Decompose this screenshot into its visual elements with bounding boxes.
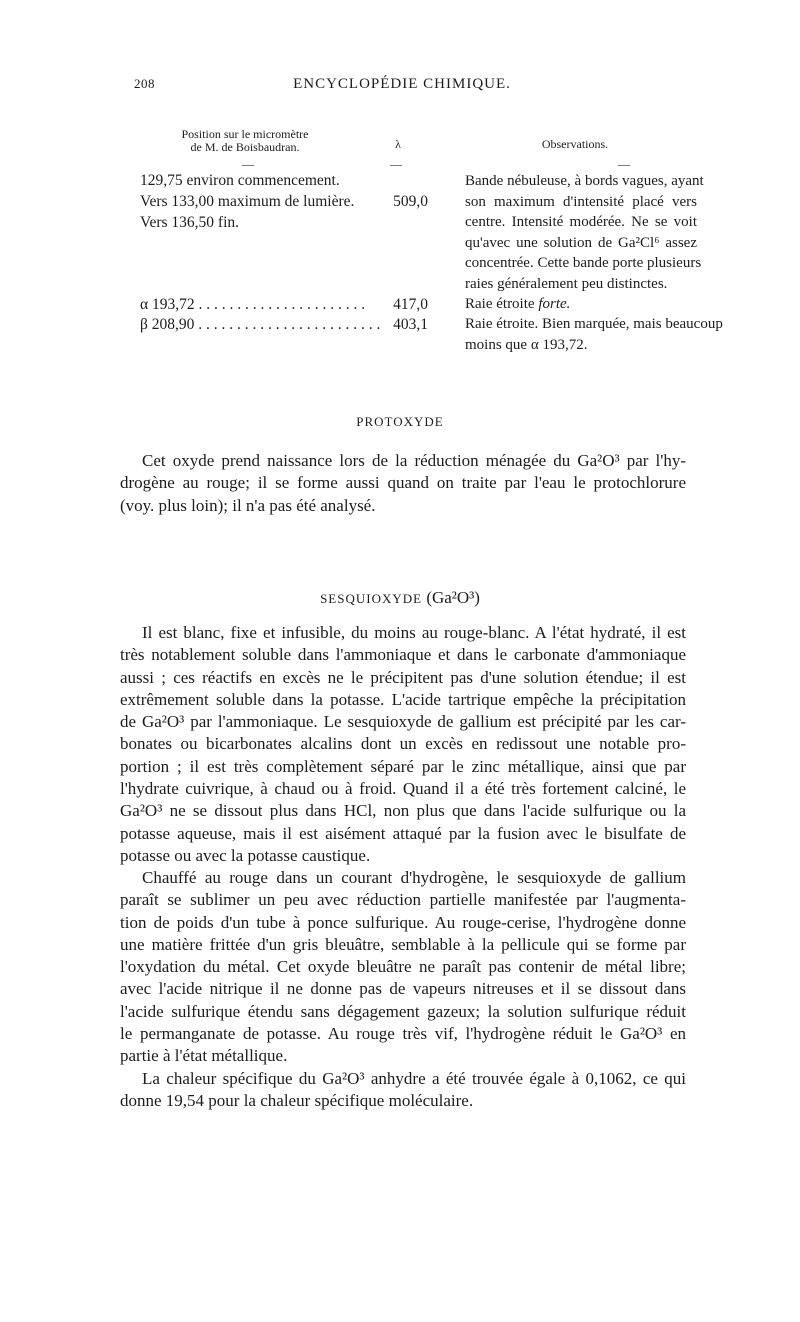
- table-row-1-observation: [465, 171, 704, 294]
- text-line: de Ga²O³ par l'ammoniaque. Le sesquioxyde de gallium est précipité par les car-: [120, 712, 686, 732]
- text-line: portion ; il est très complètement séparé par le zinc métallique, ainsi que par: [120, 756, 686, 776]
- observation-line: son maximum d'intensité placé vers: [465, 193, 697, 210]
- text-line: le permanganate de potasse. Au rouge très vif, l'hydrogène réduit le Ga²O³ en: [120, 1024, 686, 1044]
- text-line: Ga²O³ ne se dissout plus dans HCl, non plus que dans l'acide sulfurique ou la: [120, 801, 686, 821]
- column-header-lambda: λ: [395, 137, 401, 151]
- text-line: Chauffé au rouge dans un courant d'hydrogène, le sesquioxyde de gallium: [142, 868, 686, 887]
- text-line: Il est blanc, fixe et infusible, du moins au rouge-blanc. A l'état hydraté, il est: [142, 623, 686, 642]
- text-line: La chaleur spécifique du Ga²O³ anhydre a été trouvée égale à 0,1062, ce qui: [142, 1069, 686, 1088]
- observation-line: Bande nébuleuse, à bords vagues, ayant: [465, 173, 704, 189]
- text-line: l'oxydation du métal. Cet oxyde bleuâtre ne paraît pas contenir de métal libre;: [120, 957, 686, 977]
- table-row-2-observation: [465, 294, 697, 315]
- observation-line: concentrée. Cette bande porte plusieurs: [465, 255, 702, 271]
- table-row-3-position: β 208,90 . . . . . . . . . . . . . . . . . . . . . . . .: [140, 316, 381, 333]
- text-line: Cet oxyde prend naissance lors de la réduction ménagée du Ga²O³ par l'hy-: [142, 451, 686, 470]
- text-line: l'hydrate cuivrique, à chaud ou à froid. Quand il a été très fortement calciné, le: [120, 779, 686, 799]
- observation-text: Raie étroite: [465, 296, 539, 312]
- table-row-3-observation: [465, 314, 723, 355]
- text-line: potasse ou avec la potasse caustique.: [120, 845, 371, 865]
- running-title: ENCYCLOPÉDIE CHIMIQUE.: [293, 76, 511, 92]
- observation-line: [465, 294, 697, 315]
- sesquioxyde-paragraph-2: [120, 867, 686, 1068]
- text-line: bonates ou bicarbonates alcalins dont un excès en redissout une notable pro-: [120, 734, 686, 754]
- section-heading-protoxyde: PROTOXYDE: [356, 414, 444, 429]
- table-row-3-lambda: 403,1: [393, 316, 428, 333]
- text-line: paraît se sublimer un peu avec réduction partielle manifestée par l'augmenta-: [120, 890, 686, 910]
- heading-label: SESQUIOXYDE: [320, 591, 423, 606]
- text-line: l'acide sulfurique étendu sans dégagement gazeux; la solution sulfurique réduit: [120, 1001, 686, 1021]
- text-line: extrêmement soluble dans la potasse. L'acide tartrique empêche la précipitation: [120, 689, 686, 709]
- text-line: (voy. plus loin); il n'a pas été analysé.: [120, 495, 376, 515]
- column-header-observations: Observations.: [541, 137, 609, 151]
- column-header-position-line-1: Position sur le micromètre: [181, 127, 309, 141]
- table-row-2-lambda: 417,0: [393, 296, 428, 313]
- page-number: 208: [134, 76, 155, 91]
- text-line: une matière frittée d'un gris bleuâtre, semblable à la pellicule qui se forme par: [120, 934, 686, 954]
- table-row-1-position: [140, 170, 375, 233]
- text-line: potasse aqueuse, mais il est aisément attaqué par la fusion avec le bisulfate de: [120, 823, 686, 843]
- heading-formula: (Ga²O³): [426, 588, 480, 607]
- text-line: donne 19,54 pour la chaleur spécifique moléculaire.: [120, 1091, 474, 1111]
- text-line: avec l'acide nitrique il ne donne pas de vapeurs nitreuses et il se dissout dans: [120, 979, 686, 999]
- text-line: tion de poids d'un tube à ponce sulfurique. Au rouge-cerise, l'hydrogène donne: [120, 912, 686, 932]
- text-line: aussi ; ces réactifs en excès ne le précipitent pas d'une solution étendue; il est: [120, 667, 686, 687]
- header-rule: —: [618, 157, 630, 171]
- sesquioxyde-paragraph-1: [120, 622, 686, 867]
- header-rule: —: [390, 157, 402, 171]
- observation-line: moins que α 193,72.: [465, 336, 588, 353]
- table-row-1-lambda: 509,0: [393, 193, 428, 210]
- text-line: très notablement soluble dans l'ammoniaque et dans le carbonate d'ammoniaque: [120, 645, 686, 665]
- spectrum-table: [120, 126, 723, 366]
- position-line: Vers 136,50 fin.: [140, 214, 240, 231]
- position-line: Vers 133,00 maximum de lumière.: [140, 193, 355, 210]
- position-line: 129,75 environ commencement.: [140, 172, 340, 189]
- observation-line: qu'avec une solution de Ga²Cl⁶ assez: [465, 234, 697, 251]
- table-row-2-position: α 193,72 . . . . . . . . . . . . . . . . . . . . . .: [140, 296, 366, 313]
- section-heading-sesquioxyde: [0, 588, 800, 608]
- running-head: [122, 76, 682, 96]
- observation-emphasis: forte.: [538, 296, 571, 312]
- column-header-position-line-2: de M. de Boisbaudran.: [190, 140, 300, 154]
- observation-line: centre. Intensité modérée. Ne se voit: [465, 214, 697, 230]
- sesquioxyde-paragraph-3: [120, 1068, 686, 1113]
- header-rule: —: [242, 157, 254, 171]
- observation-line: raies généralement peu distinctes.: [465, 275, 668, 292]
- column-header-position: [140, 128, 350, 154]
- text-line: partie à l'état métallique.: [120, 1046, 288, 1066]
- protoxyde-paragraph: [120, 450, 686, 517]
- observation-line: Raie étroite. Bien marquée, mais beaucoup: [465, 316, 723, 332]
- text-line: drogène au rouge; il se forme aussi quand on traite par l'eau le protochlorure: [120, 473, 686, 493]
